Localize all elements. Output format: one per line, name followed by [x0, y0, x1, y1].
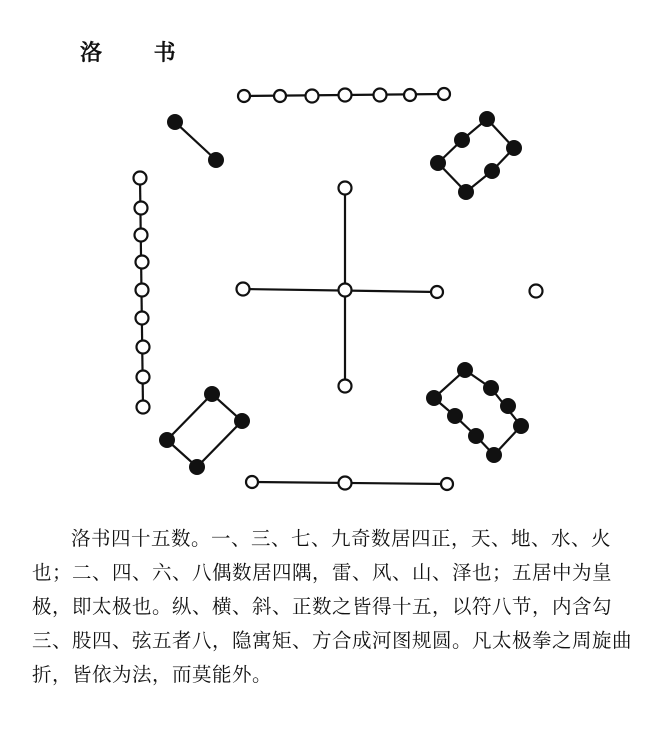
- group-6: [426, 362, 529, 463]
- white-dot: [136, 256, 149, 269]
- white-dot: [137, 371, 150, 384]
- black-dot: [500, 398, 516, 414]
- black-dot: [430, 155, 446, 171]
- white-dot: [339, 477, 352, 490]
- body-text: [32, 522, 642, 692]
- white-dot: [136, 284, 149, 297]
- white-dot: [404, 89, 416, 101]
- white-dot: [135, 202, 148, 215]
- body-paragraph: 洛书四十五数。一、三、七、九奇数居四正，天、地、水、火也；二、四、六、八偶数居四隅，雷、风、山、泽也；五居中为皇极，即太极也。纵、横、斜、正数之皆得十五，以符八节，内含勾三、股四、弦五者八，隐寓矩、方合成河图规圆。凡太极拳之周旋曲折，皆依为法，而莫能外。: [32, 527, 633, 686]
- black-dot: [167, 114, 183, 130]
- white-dot: [339, 182, 352, 195]
- white-dot: [238, 90, 250, 102]
- white-dot: [374, 89, 387, 102]
- white-dot: [137, 401, 150, 414]
- white-dot: [339, 89, 352, 102]
- white-dot: [274, 90, 286, 102]
- white-dot: [135, 229, 148, 242]
- white-dot: [137, 341, 150, 354]
- black-dot: [189, 459, 205, 475]
- white-dot: [431, 286, 443, 298]
- black-dot: [468, 428, 484, 444]
- white-dot: [306, 90, 319, 103]
- black-dot: [458, 184, 474, 200]
- black-dot: [454, 132, 470, 148]
- black-dot: [506, 140, 522, 156]
- black-dot: [447, 408, 463, 424]
- group-3: [134, 172, 150, 414]
- black-dot: [486, 447, 502, 463]
- group-7: [530, 285, 543, 298]
- black-dot: [208, 152, 224, 168]
- white-dot: [134, 172, 147, 185]
- black-dot: [513, 418, 529, 434]
- white-dot: [339, 284, 352, 297]
- white-dot: [441, 478, 453, 490]
- black-dot: [483, 380, 499, 396]
- white-dot: [237, 283, 250, 296]
- group-8: [159, 386, 250, 475]
- black-dot: [484, 163, 500, 179]
- white-dot: [339, 380, 352, 393]
- white-dot: [136, 312, 149, 325]
- group-5: [237, 182, 444, 393]
- black-dot: [479, 111, 495, 127]
- black-dot: [159, 432, 175, 448]
- page-title: 洛 书: [80, 40, 198, 66]
- white-dot: [530, 285, 543, 298]
- white-dot: [438, 88, 450, 100]
- black-dot: [426, 390, 442, 406]
- black-dot: [204, 386, 220, 402]
- white-dot: [246, 476, 258, 488]
- black-dot: [457, 362, 473, 378]
- black-dot: [234, 413, 250, 429]
